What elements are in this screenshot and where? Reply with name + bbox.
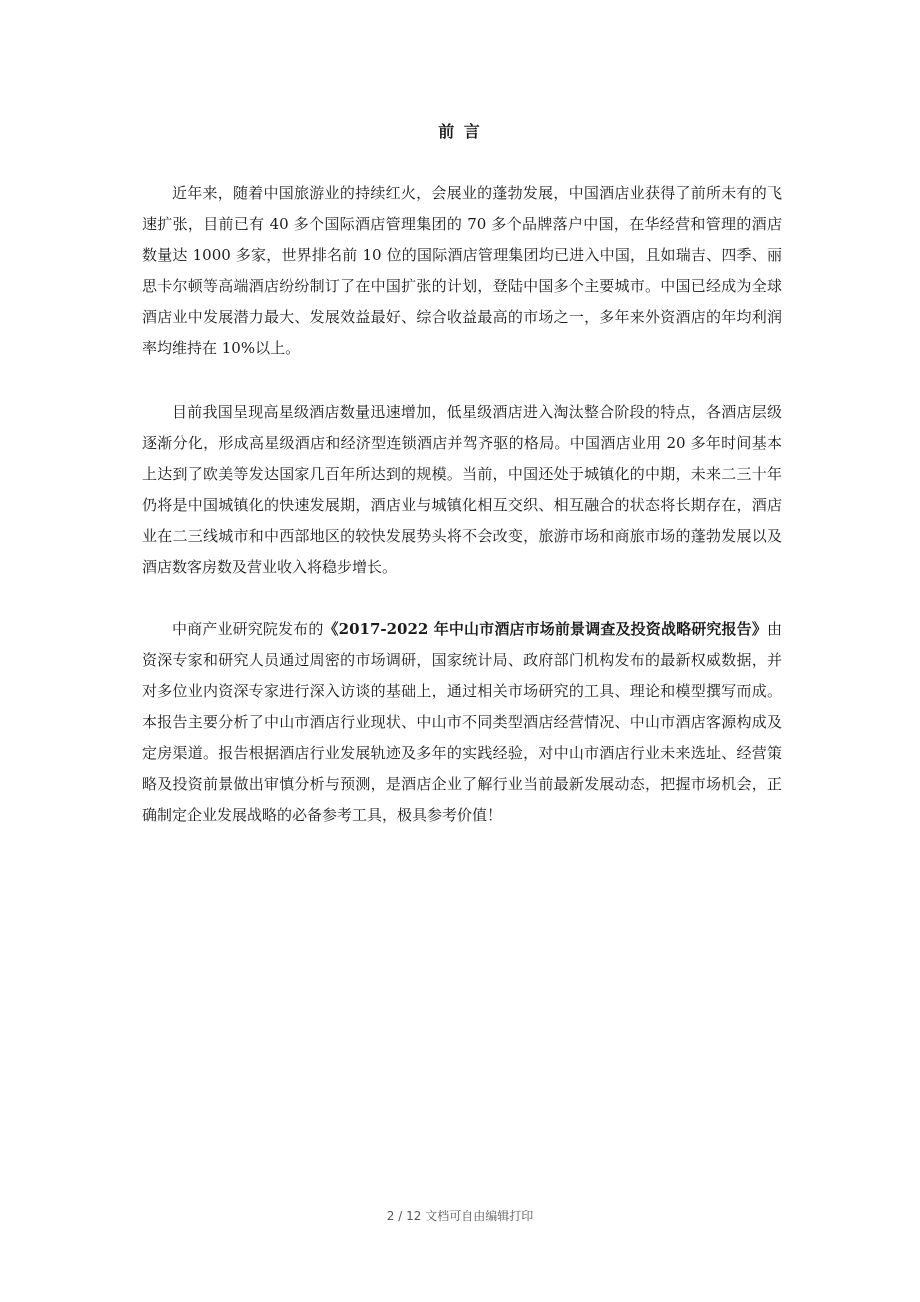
paragraph-3 xyxy=(142,614,782,831)
page-footer: 2 / 12 文档可自由编辑打印 xyxy=(386,1209,534,1223)
paragraph-1: 近年来，随着中国旅游业的持续红火，会展业的蓬勃发展，中国酒店业获得了前所未有的飞速扩张，目前已有 40 多个国际酒店管理集团的 70 多个品牌落户中国，在华经营和管理的酒店数量达 1000 多家，世界排名前 10 位的国际酒店管理集团均已进入中国，且如瑞吉、四季、丽思卡尔顿等高端酒店纷纷制订了在中国扩张的计划，登陆中国多个主要城市。中国已经成为全球酒店业中发展潜力最大、发展效益最好、综合收益最高的市场之一，多年来外资酒店的年均利润率均维持在 10%以上。 xyxy=(142,184,782,357)
report-title: 《2017-2022 年中山市酒店市场前景调查及投资战略研究报告》 xyxy=(323,620,767,638)
paragraph-2: 目前我国呈现高星级酒店数量迅速增加，低星级酒店进入淘汰整合阶段的特点，各酒店层级逐渐分化，形成高星级酒店和经济型连锁酒店并驾齐驱的格局。中国酒店业用 20 多年时间基本上达到了欧美等发达国家几百年所达到的规模。当前，中国还处于城镇化的中期，未来二三十年仍将是中国城镇化的快速发展期，酒店业与城镇化相互交织、相互融合的状态将长期存在，酒店业在二三线城市和中西部地区的较快发展势头将不会改变，旅游市场和商旅市场的蓬勃发展以及酒店数客房数及营业收入将稳步增长。 xyxy=(142,403,782,576)
paragraph-3-prefix: 中商产业研究院发布的 xyxy=(172,620,324,638)
page-title: 前 言 xyxy=(438,122,482,141)
paragraph-3-body: 由资深专家和研究人员通过周密的市场调研，国家统计局、政府部门机构发布的最新权威数据，并对多位业内资深专家进行深入访谈的基础上，通过相关市场研究的工具、理论和模型撰写而成。本报告主要分析了中山市酒店行业现状、中山市不同类型酒店经营情况、中山市酒店客源构成及定房渠道。报告根据酒店行业发展轨迹及多年的实践经验，对中山市酒店行业未来选址、经营策略及投资前景做出审慎分析与预测，是酒店企业了解行业当前最新发展动态，把握市场机会，正确制定企业发展战略的必备参考工具，极具参考价值！ xyxy=(142,620,782,824)
